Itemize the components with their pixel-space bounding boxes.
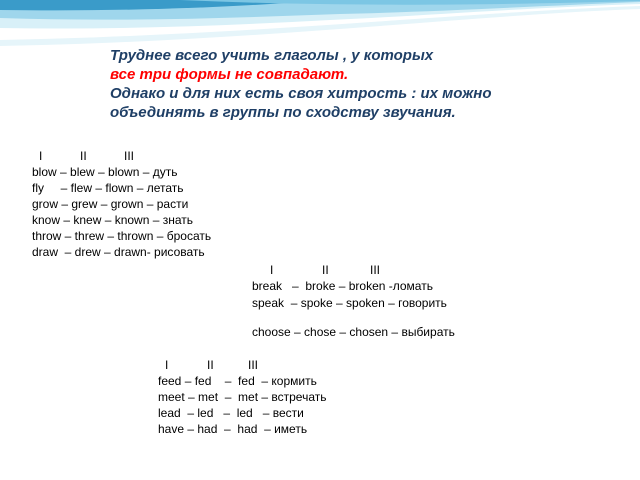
verb-row: know – knew – known – знать xyxy=(32,213,194,227)
form-numeral-2: II xyxy=(80,149,87,163)
form-numeral-2: II xyxy=(322,263,329,277)
form-numeral-3: III xyxy=(370,263,381,277)
heading-line-2: все три формы не совпадают. xyxy=(110,66,349,83)
form-numeral-3: III xyxy=(248,358,259,372)
form-numeral-1: I xyxy=(165,358,169,372)
verb-row: feed – fed – fed – кормить xyxy=(158,374,317,388)
verb-row: choose – chose – chosen – выбирать xyxy=(252,325,455,339)
verb-row: lead – led – led – вести xyxy=(158,406,304,420)
verb-row: grow – grew – grown – расти xyxy=(32,197,189,211)
form-numeral-1: I xyxy=(270,263,274,277)
verb-row: draw – drew – drawn- рисовать xyxy=(32,245,205,259)
verb-row: meet – met – met – встречать xyxy=(158,390,327,404)
heading-line-4: объединять в группы по сходству звучания. xyxy=(110,104,456,121)
verb-row: throw – threw – thrown – бросать xyxy=(32,229,212,243)
slide-heading xyxy=(110,46,630,122)
verb-row: break – broke – broken -ломать xyxy=(252,279,433,293)
form-numeral-2: II xyxy=(207,358,214,372)
verb-row: have – had – had – иметь xyxy=(158,422,308,436)
heading-line-3: Однако и для них есть своя хитрость : их можно xyxy=(110,85,492,102)
heading-line-1: Труднее всего учить глаголы , у которых xyxy=(110,47,434,64)
form-numeral-1: I xyxy=(39,149,43,163)
verb-row: blow – blew – blown – дуть xyxy=(32,165,178,179)
verb-row: fly – flew – flown – летать xyxy=(32,181,184,195)
verb-row: speak – spoke – spoken – говорить xyxy=(252,296,447,310)
form-numeral-3: III xyxy=(124,149,135,163)
